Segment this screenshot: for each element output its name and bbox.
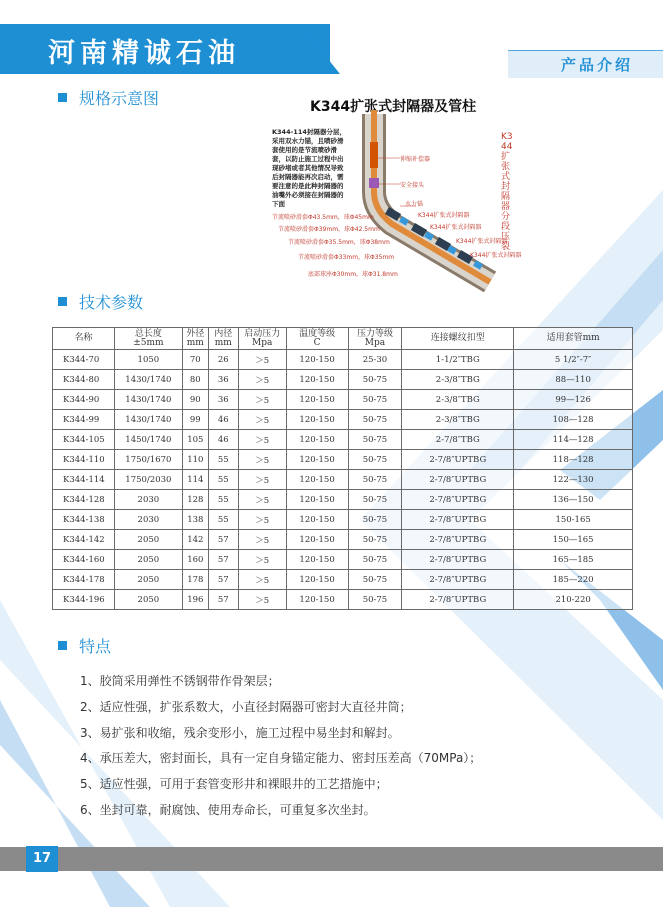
feature-item: 2、适应性强，扩张系数大，小直径封隔器可密封大直径井筒；: [80, 699, 412, 714]
table-cell: 108—128: [514, 410, 633, 430]
table-cell: 46: [208, 430, 238, 450]
table-row: [53, 590, 633, 610]
table-cell: 142: [182, 530, 208, 550]
table-cell: 128: [182, 490, 208, 510]
table-cell: 114: [182, 470, 208, 490]
table-cell: 150—165: [514, 530, 633, 550]
table-cell: 99—126: [514, 390, 633, 410]
table-cell: 120-150: [286, 430, 348, 450]
footer-bar: [0, 847, 663, 871]
table-cell: K344-70: [53, 350, 115, 370]
table-row: [53, 450, 633, 470]
table-cell: K344-99: [53, 410, 115, 430]
table-cell: K344-114: [53, 470, 115, 490]
table-cell: 50-75: [348, 390, 402, 410]
table-cell: 2050: [114, 590, 182, 610]
label-sleeve-2: 节流喷砂滑套Φ39mm，球Φ42.5mm: [278, 226, 380, 233]
column-header: 适用套管mm: [514, 328, 633, 350]
table-cell: ＞5: [238, 350, 286, 370]
table-cell: ＞5: [238, 450, 286, 470]
table-cell: 99: [182, 410, 208, 430]
label-hydraulic-anchor: 水力锚: [405, 201, 424, 208]
table-cell: K344-138: [53, 510, 115, 530]
table-cell: 57: [208, 530, 238, 550]
table-cell: ＞5: [238, 470, 286, 490]
table-cell: 120-150: [286, 550, 348, 570]
table-cell: 120-150: [286, 450, 348, 470]
table-cell: 25-30: [348, 350, 402, 370]
section-title-params: 技术参数: [58, 290, 143, 313]
feature-list: [80, 671, 481, 826]
section-title-features: 特点: [58, 634, 111, 657]
table-cell: K344-142: [53, 530, 115, 550]
table-cell: 80: [182, 370, 208, 390]
diagram-title: K344扩张式封隔器及管柱: [310, 99, 477, 115]
table-cell: 50-75: [348, 450, 402, 470]
table-cell: 1430/1740: [114, 410, 182, 430]
table-cell: 138: [182, 510, 208, 530]
table-row: [53, 370, 633, 390]
table-cell: K344-80: [53, 370, 115, 390]
page-number: 17: [26, 846, 58, 872]
table-cell: 136—150: [514, 490, 633, 510]
spec-table: [52, 327, 633, 610]
feature-item: 3、易扩张和收缩，残余变形小，施工过程中易坐封和解封。: [80, 725, 400, 740]
table-cell: ＞5: [238, 510, 286, 530]
table-cell: 2-7/8″UPTBG: [402, 450, 514, 470]
column-header: 名称: [53, 328, 115, 350]
table-cell: ＞5: [238, 590, 286, 610]
table-cell: 110: [182, 450, 208, 470]
table-row: [53, 550, 633, 570]
table-cell: ＞5: [238, 550, 286, 570]
column-header: 启动压力 Mpa: [238, 328, 286, 350]
table-cell: 210-220: [514, 590, 633, 610]
label-packer-2: K344扩张式封隔器: [430, 224, 482, 231]
table-cell: K344-128: [53, 490, 115, 510]
table-cell: 1750/2030: [114, 470, 182, 490]
table-cell: 120-150: [286, 570, 348, 590]
table-cell: 160: [182, 550, 208, 570]
table-cell: 70: [182, 350, 208, 370]
table-cell: ＞5: [238, 430, 286, 450]
table-cell: ＞5: [238, 530, 286, 550]
table-cell: 50-75: [348, 510, 402, 530]
table-cell: 5 1/2″-7″: [514, 350, 633, 370]
label-packer-4: K344扩张式封隔器: [470, 252, 522, 259]
table-cell: 1-1/2″TBG: [402, 350, 514, 370]
table-cell: 36: [208, 370, 238, 390]
diagram-note: K344-114封隔器分层，采用双水力锚，且喷砂滑套使用的是节流喷砂滑套，以防止施工过程中出现砂堵或者其他情况导致后封隔器能再次启动，需要注意的是此种封隔器的油嘴外必须接在封隔器的下面: [272, 128, 346, 208]
table-cell: 118—128: [514, 450, 633, 470]
label-packer-3: K344扩张式封隔器: [456, 238, 508, 245]
table-cell: K344-196: [53, 590, 115, 610]
table-cell: 120-150: [286, 390, 348, 410]
table-cell: 50-75: [348, 430, 402, 450]
feature-item: 4、承压差大，密封面长，具有一定自身锚定能力、密封压差高（70MPa）；: [80, 751, 482, 766]
table-cell: 50-75: [348, 590, 402, 610]
table-cell: 196: [182, 590, 208, 610]
table-cell: 46: [208, 410, 238, 430]
feature-item: 1、胶筒采用弹性不锈钢带作骨架层；: [80, 674, 280, 688]
table-row: [53, 470, 633, 490]
table-cell: 50-75: [348, 530, 402, 550]
table-cell: 50-75: [348, 550, 402, 570]
table-cell: 120-150: [286, 530, 348, 550]
column-header: 总长度 ±5mm: [114, 328, 182, 350]
table-cell: 1430/1740: [114, 370, 182, 390]
table-cell: 50-75: [348, 490, 402, 510]
bullet-square-icon: [58, 641, 67, 650]
table-cell: 2050: [114, 530, 182, 550]
table-cell: 55: [208, 450, 238, 470]
table-cell: ＞5: [238, 570, 286, 590]
table-header: [53, 328, 633, 350]
table-cell: 122—130: [514, 470, 633, 490]
table-row: [53, 410, 633, 430]
table-cell: 1430/1740: [114, 390, 182, 410]
feature-item: 5、适应性强，可用于套管变形井和裸眼井的工艺措施中；: [80, 777, 388, 792]
table-cell: 2030: [114, 510, 182, 530]
table-cell: K344-110: [53, 450, 115, 470]
table-cell: 50-75: [348, 410, 402, 430]
column-header: 温度等级 C: [286, 328, 348, 350]
compensator-shape: [370, 142, 378, 168]
diagram-vertical-title: K344扩张式封隔器分段压裂: [501, 132, 513, 252]
table-row: [53, 570, 633, 590]
table-cell: 178: [182, 570, 208, 590]
column-header: 外径 mm: [182, 328, 208, 350]
table-row: [53, 390, 633, 410]
table-cell: K344-90: [53, 390, 115, 410]
table-cell: 50-75: [348, 370, 402, 390]
column-header: 内径 mm: [208, 328, 238, 350]
label-sleeve-4: 节流喷砂滑套Φ33mm，球Φ35mm: [298, 254, 395, 261]
table-cell: 2050: [114, 550, 182, 570]
table-cell: 2-7/8″UPTBG: [402, 470, 514, 490]
bullet-square-icon: [58, 297, 67, 306]
table-cell: 88—110: [514, 370, 633, 390]
label-bottom-seat: 底部球座Φ30mm，球Φ31.8mm: [308, 271, 398, 278]
brand-title: 河南精诚石油: [48, 38, 240, 69]
table-cell: 55: [208, 470, 238, 490]
table-cell: 150-165: [514, 510, 633, 530]
table-cell: 50-75: [348, 570, 402, 590]
column-header: 连接螺纹扣型: [402, 328, 514, 350]
table-cell: K344-105: [53, 430, 115, 450]
table-cell: 2050: [114, 570, 182, 590]
table-row: [53, 430, 633, 450]
table-cell: 50-75: [348, 470, 402, 490]
table-cell: 2-7/8″UPTBG: [402, 570, 514, 590]
label-compensator: 伸缩补偿器: [400, 156, 431, 163]
table-cell: 2-7/8″TBG: [402, 430, 514, 450]
table-cell: 26: [208, 350, 238, 370]
table-cell: 55: [208, 510, 238, 530]
safety-joint-shape: [369, 178, 379, 188]
table-cell: K344-178: [53, 570, 115, 590]
table-cell: 120-150: [286, 510, 348, 530]
table-cell: 114—128: [514, 430, 633, 450]
table-cell: 120-150: [286, 410, 348, 430]
table-cell: K344-160: [53, 550, 115, 570]
table-row: [53, 530, 633, 550]
table-row: [53, 510, 633, 530]
table-cell: 120-150: [286, 590, 348, 610]
table-cell: 2-7/8″UPTBG: [402, 530, 514, 550]
table-cell: 105: [182, 430, 208, 450]
table-cell: 2030: [114, 490, 182, 510]
section-tag: 产品介绍: [560, 56, 633, 74]
table-cell: 57: [208, 590, 238, 610]
table-cell: 2-7/8″UPTBG: [402, 590, 514, 610]
label-sleeve-1: 节流喷砂滑套Φ43.5mm，球Φ45mm: [272, 214, 374, 221]
table-cell: 1450/1740: [114, 430, 182, 450]
bullet-square-icon: [58, 93, 67, 102]
section-title-diagram: 规格示意图: [58, 86, 159, 109]
label-packer-1: K344扩张式封隔器: [418, 212, 470, 219]
table-cell: 90: [182, 390, 208, 410]
table-row: [53, 350, 633, 370]
table-cell: 120-150: [286, 490, 348, 510]
table-cell: 36: [208, 390, 238, 410]
table-row: [53, 490, 633, 510]
table-cell: ＞5: [238, 390, 286, 410]
table-cell: 1750/1670: [114, 450, 182, 470]
table-cell: 57: [208, 570, 238, 590]
table-cell: ＞5: [238, 490, 286, 510]
feature-item: 6、坐封可靠，耐腐蚀、使用寿命长，可重复多次坐封。: [80, 802, 376, 817]
table-cell: 1050: [114, 350, 182, 370]
column-header: 压力等级 Mpa: [348, 328, 402, 350]
table-header-row: [53, 328, 633, 350]
table-cell: 55: [208, 490, 238, 510]
table-cell: 120-150: [286, 470, 348, 490]
table-cell: 120-150: [286, 370, 348, 390]
table-cell: ＞5: [238, 410, 286, 430]
table-cell: ＞5: [238, 370, 286, 390]
label-sleeve-3: 节流喷砂滑套Φ35.5mm，球Φ38mm: [288, 239, 390, 246]
table-cell: 165—185: [514, 550, 633, 570]
table-cell: 2-7/8″UPTBG: [402, 510, 514, 530]
table-cell: 2-3/8″TBG: [402, 410, 514, 430]
table-cell: 2-3/8″TBG: [402, 390, 514, 410]
table-cell: 2-7/8″UPTBG: [402, 550, 514, 570]
table-body: [53, 350, 633, 610]
table-cell: 2-7/8″UPTBG: [402, 490, 514, 510]
table-cell: 120-150: [286, 350, 348, 370]
header-tab-shape: [230, 0, 340, 74]
table-cell: 57: [208, 550, 238, 570]
table-cell: 2-3/8″TBG: [402, 370, 514, 390]
table-cell: 185—220: [514, 570, 633, 590]
label-safety-joint: 安全接头: [400, 182, 425, 189]
